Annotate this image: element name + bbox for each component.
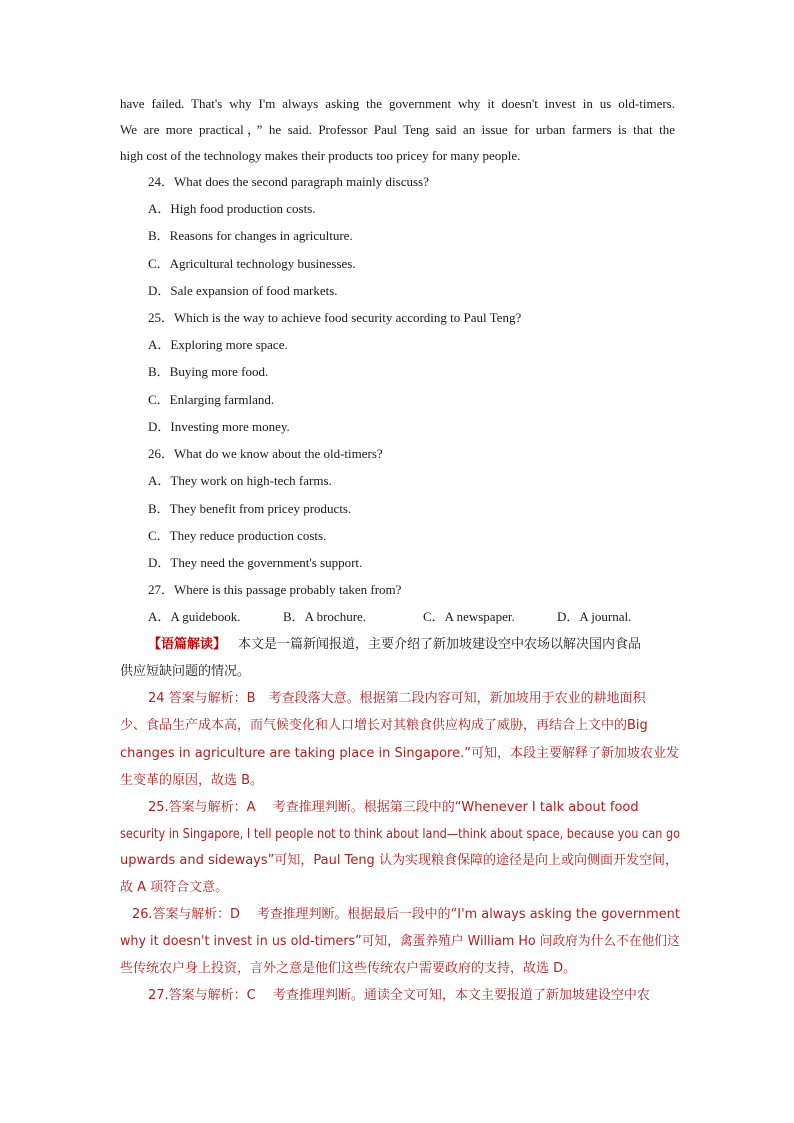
question-27-option-a: A．A guidebook. [148,609,241,624]
analysis-summary-text: 本文是一篇新闻报道，主要介绍了新加坡建设空中农场以解决国内食品 [238,637,642,652]
question-26-option-b: B．They benefit from pricey products. [148,501,352,516]
question-26-option-c: C．They reduce production costs. [148,528,327,543]
question-25-option-c: C．Enlarging farmland. [148,392,275,407]
question-27-option-d: D．A journal. [557,609,632,624]
question-27-stem: 27．Where is this passage probably taken from? [148,582,402,597]
passage-line-2: We are more practical，” he said. Professor Paul Teng said an issue for urban farmers is that the [120,122,675,137]
question-24-option-a: A．High food production costs. [148,201,316,216]
answer-25-line-4: 故 A 项符合文意。 [120,880,229,895]
answer-24-line-3: changes in agriculture are taking place in Singapore.”可知，本段主要解释了新加坡农业发 [120,746,679,761]
question-26-stem: 26．What do we know about the old-timers? [148,446,383,461]
passage-line-1: have failed. That's why I'm always asking the government why it doesn't invest in us old-timers. [120,96,675,111]
analysis-summary-line-2: 供应短缺问题的情况。 [120,664,251,679]
question-26-option-d: D．They need the government's support. [148,555,363,570]
question-25-option-b: B．Buying more food. [148,364,269,379]
answer-26-line-3: 些传统农户身上投资，言外之意是他们这些传统农户需要政府的支持，故选 D。 [120,961,577,976]
question-25-option-a: A．Exploring more space. [148,337,288,352]
answer-27-line-1: 27.答案与解析：C 考查推理判断。通读全文可知，本文主要报道了新加坡建设空中农 [148,988,650,1003]
question-25-stem: 25．Which is the way to achieve food security according to Paul Teng? [148,310,522,325]
analysis-summary-line-1 [148,637,641,653]
answer-26-line-2: why it doesn't invest in us old-timers”可知，禽蛋养殖户 William Ho 问政府为什么不在他们这 [120,934,680,949]
answer-26-line-1: 26.答案与解析：D 考查推理判断。根据最后一段中的“I'm always asking the government [132,907,680,922]
question-24-stem: 24．What does the second paragraph mainly discuss? [148,174,429,189]
question-25-option-d: D．Investing more money. [148,419,290,434]
question-24-option-c: C．Agricultural technology businesses. [148,256,356,271]
answer-24-line-4: 生变革的原因，故选 B。 [120,773,264,788]
question-26-option-a: A．They work on high-tech farms. [148,473,332,488]
answer-25-line-1: 25.答案与解析：A 考查推理判断。根据第三段中的“Whenever I talk about food [148,800,639,815]
analysis-tag: 【语篇解读】 [148,637,227,652]
answer-25-line-2: security in Singapore, I tell people not to think about land—think about space, because you can go [120,827,681,842]
question-27-option-b: B．A brochure. [283,609,367,624]
question-27-option-c: C．A newspaper. [423,609,515,624]
question-24-option-b: B．Reasons for changes in agriculture. [148,228,353,243]
answer-25-line-3: upwards and sideways”可知，Paul Teng 认为实现粮食保障的途径是向上或向侧面开发空间， [120,853,678,868]
question-24-option-d: D．Sale expansion of food markets. [148,283,338,298]
answer-24-line-1: 24 答案与解析：B 考查段落大意。根据第二段内容可知，新加坡用于农业的耕地面积 [148,691,646,706]
answer-24-line-2: 少、食品生产成本高，而气候变化和人口增长对其粮食供应构成了威胁，再结合上文中的Big [120,718,648,733]
passage-line-3: high cost of the technology makes their products too pricey for many people. [120,148,521,163]
